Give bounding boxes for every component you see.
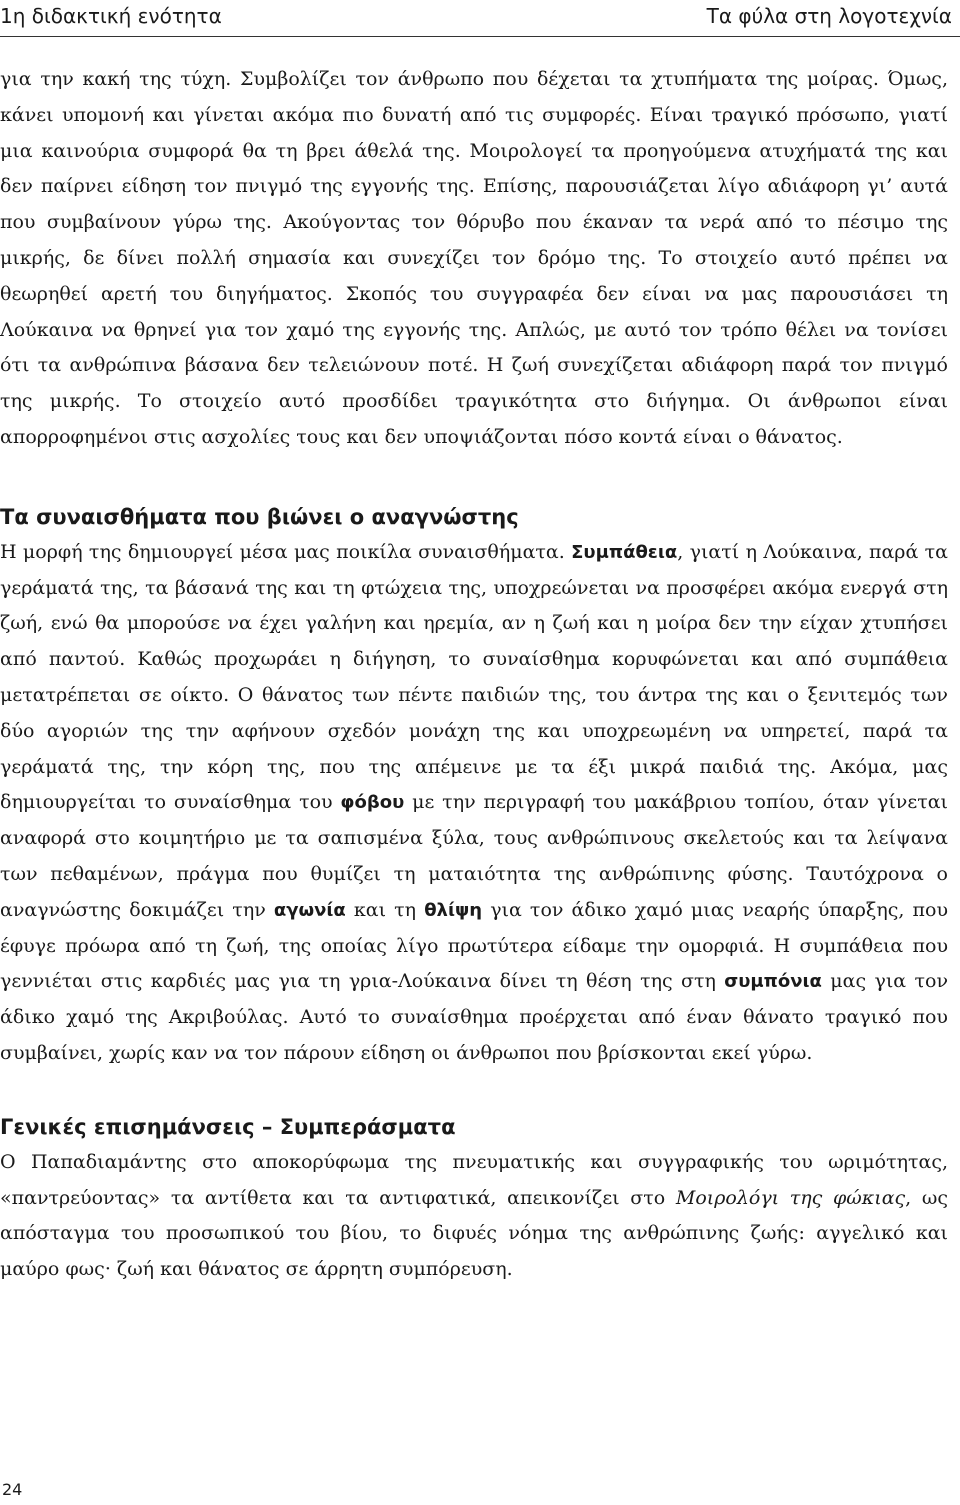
running-header xyxy=(0,0,960,37)
body-text xyxy=(0,62,948,1288)
text-run: , γιατί η Λούκαινα, παρά τα γεράματά της, τα βάσανά της και τη φτώχεια της, υποχρεώνεται να προσφέρει ακόμα ενεργά στη ζωή, ενώ θα μπορούσε να έχει γαλήνη και ηρεμία, αν η ζωή και η μοίρα δεν την είχαν χτυπήσει από παντού. Καθώς προχωράει η διήγηση, το συναίσθημα κορυφώνεται και από συμπάθεια μετατρέπεται σε οίκτο. Ο θάνατος των πέντε παιδιών της, του άντρα της και ο ξενιτεμός των δύο αγοριών της την αφήνουν σχεδόν μονάχη της και υποχρεωμένη να υπηρετεί, παρά τα γεράματά της, την κόρη της, που της απέμεινε με τα έξι μικρά παιδιά της. Ακόμα, μας δημιουργείται το συναίσθημα του xyxy=(0,540,948,814)
paragraph-1: για την κακή της τύχη. Συμβολίζει τον άνθρωπο που δέχεται τα χτυπήματα της μοίρας. Όμως, κάνει υπομονή και γίνεται ακόμα πιο δυνατή από τις συμφορές. Είναι τραγικό πρόσωπο, γιατί μια καινούρια συμφορά θα τη βρει άθελά της. Μοιρολογεί τα προηγούμενα ατυχήματά της και δεν παίρνει είδηση τον πνιγμό της εγγονής της. Επίσης, παρουσιάζεται λίγο αδιάφορη γι’ αυτά που συμβαίνουν γύρω της. Ακούγοντας τον θόρυβο που έκαναν τα νερά από το πέσιμο της μικρής, δε δίνει πολλή σημασία και συνεχίζει τον δρόμο της. Το στοιχείο αυτό πρέπει να θεωρηθεί αρετή του διηγήματος. Σκοπός του συγγραφέα δεν είναι να μας παρουσιάσει τη Λούκαινα να θρηνεί για τον χαμό της εγγονής της. Απλώς, με αυτό τον τρόπο θέλει να τονίσει ότι τα ανθρώπινα βάσανα δεν τελειώνουν ποτέ. Η ζωή συνεχίζεται αδιάφορη παρά τον πνιγμό της μικρής. Το στοιχείο αυτό προσδίδει τραγικότητα στο διήγημα. Οι άνθρωποι είναι απορροφημένοι στις ασχολίες τους και δεν υποψιάζονται πόσο κοντά είναι ο θάνατος. xyxy=(0,68,948,448)
section-heading-emotions: Τα συναισθήματα που βιώνει ο αναγνώστης xyxy=(0,504,519,529)
paragraph-2 xyxy=(0,535,948,1072)
keyword-fear: φόβου xyxy=(340,792,405,814)
text-run: μας για τον άδικο χαμό της Ακριβούλας. Αυτό το συναίσθημα προέρχεται από έναν θάνατο τραγικό που συμβαίνει, χωρίς καν να τον πάρουν είδηση οι άνθρωποι που βρίσκονται εκεί γύρω. xyxy=(0,970,948,1064)
work-title: Μοιρολόγι της φώκιας xyxy=(675,1186,906,1209)
keyword-anxiety: αγωνία xyxy=(273,899,346,921)
paragraph-3 xyxy=(0,1145,948,1288)
unit-title: 1η διδακτική ενότητα xyxy=(0,4,222,28)
text-run: Η μορφή της δημιουργεί μέσα μας ποικίλα συναισθήματα. xyxy=(0,540,572,563)
page-number: 24 xyxy=(2,1480,23,1499)
text-run: με την περιγραφή του μακάβριου τοπίου, όταν γίνεται αναφορά στο κοιμητήριο με τα σαπισμένα ξύλα, τους ανθρώπινους σκελετούς και τα λείψανα των πεθαμένων, πράγμα που θυμίζει τη ματαιότητα της ανθρώπινης φύσης. Ταυτόχρονα ο αναγνώστης δοκιμάζει την xyxy=(0,791,948,921)
keyword-compassion: συμπόνια xyxy=(724,971,822,993)
section-title: Τα φύλα στη λογοτεχνία xyxy=(706,4,952,28)
text-run: Ο Παπαδιαμάντης στο αποκορύφωμα της πνευματικής και συγγραφικής του ωριμότητας, «παντρεύοντας» τα αντίθετα και τα αντιφατικά, απεικονίζει στο xyxy=(0,1150,948,1209)
section-heading-conclusions: Γενικές επισημάνσεις – Συμπεράσματα xyxy=(0,1114,456,1139)
keyword-sympathy: Συμπάθεια xyxy=(571,541,678,563)
text-run: για τον άδικο χαμό μιας νεαρής ύπαρξης, που έφυγε πρόωρα από τη ζωή, της οποίας λίγο πρωτύτερα είδαμε την ομορφιά. Η συμπάθεια που γεννιέται στις καρδιές μας για τη γρια-Λούκαινα δίνει τη θέση της στη xyxy=(0,898,948,993)
keyword-sorrow: θλίψη xyxy=(424,899,483,921)
text-run: , ως απόσταγμα του προσωπικού του βίου, το διφυές νόημα της ανθρώπινης ζωής: αγγελικό και μαύρο φως· ζωή και θάνατος σε άρρητη συμπόρευση. xyxy=(0,1186,949,1281)
text-run: και τη xyxy=(345,898,425,921)
